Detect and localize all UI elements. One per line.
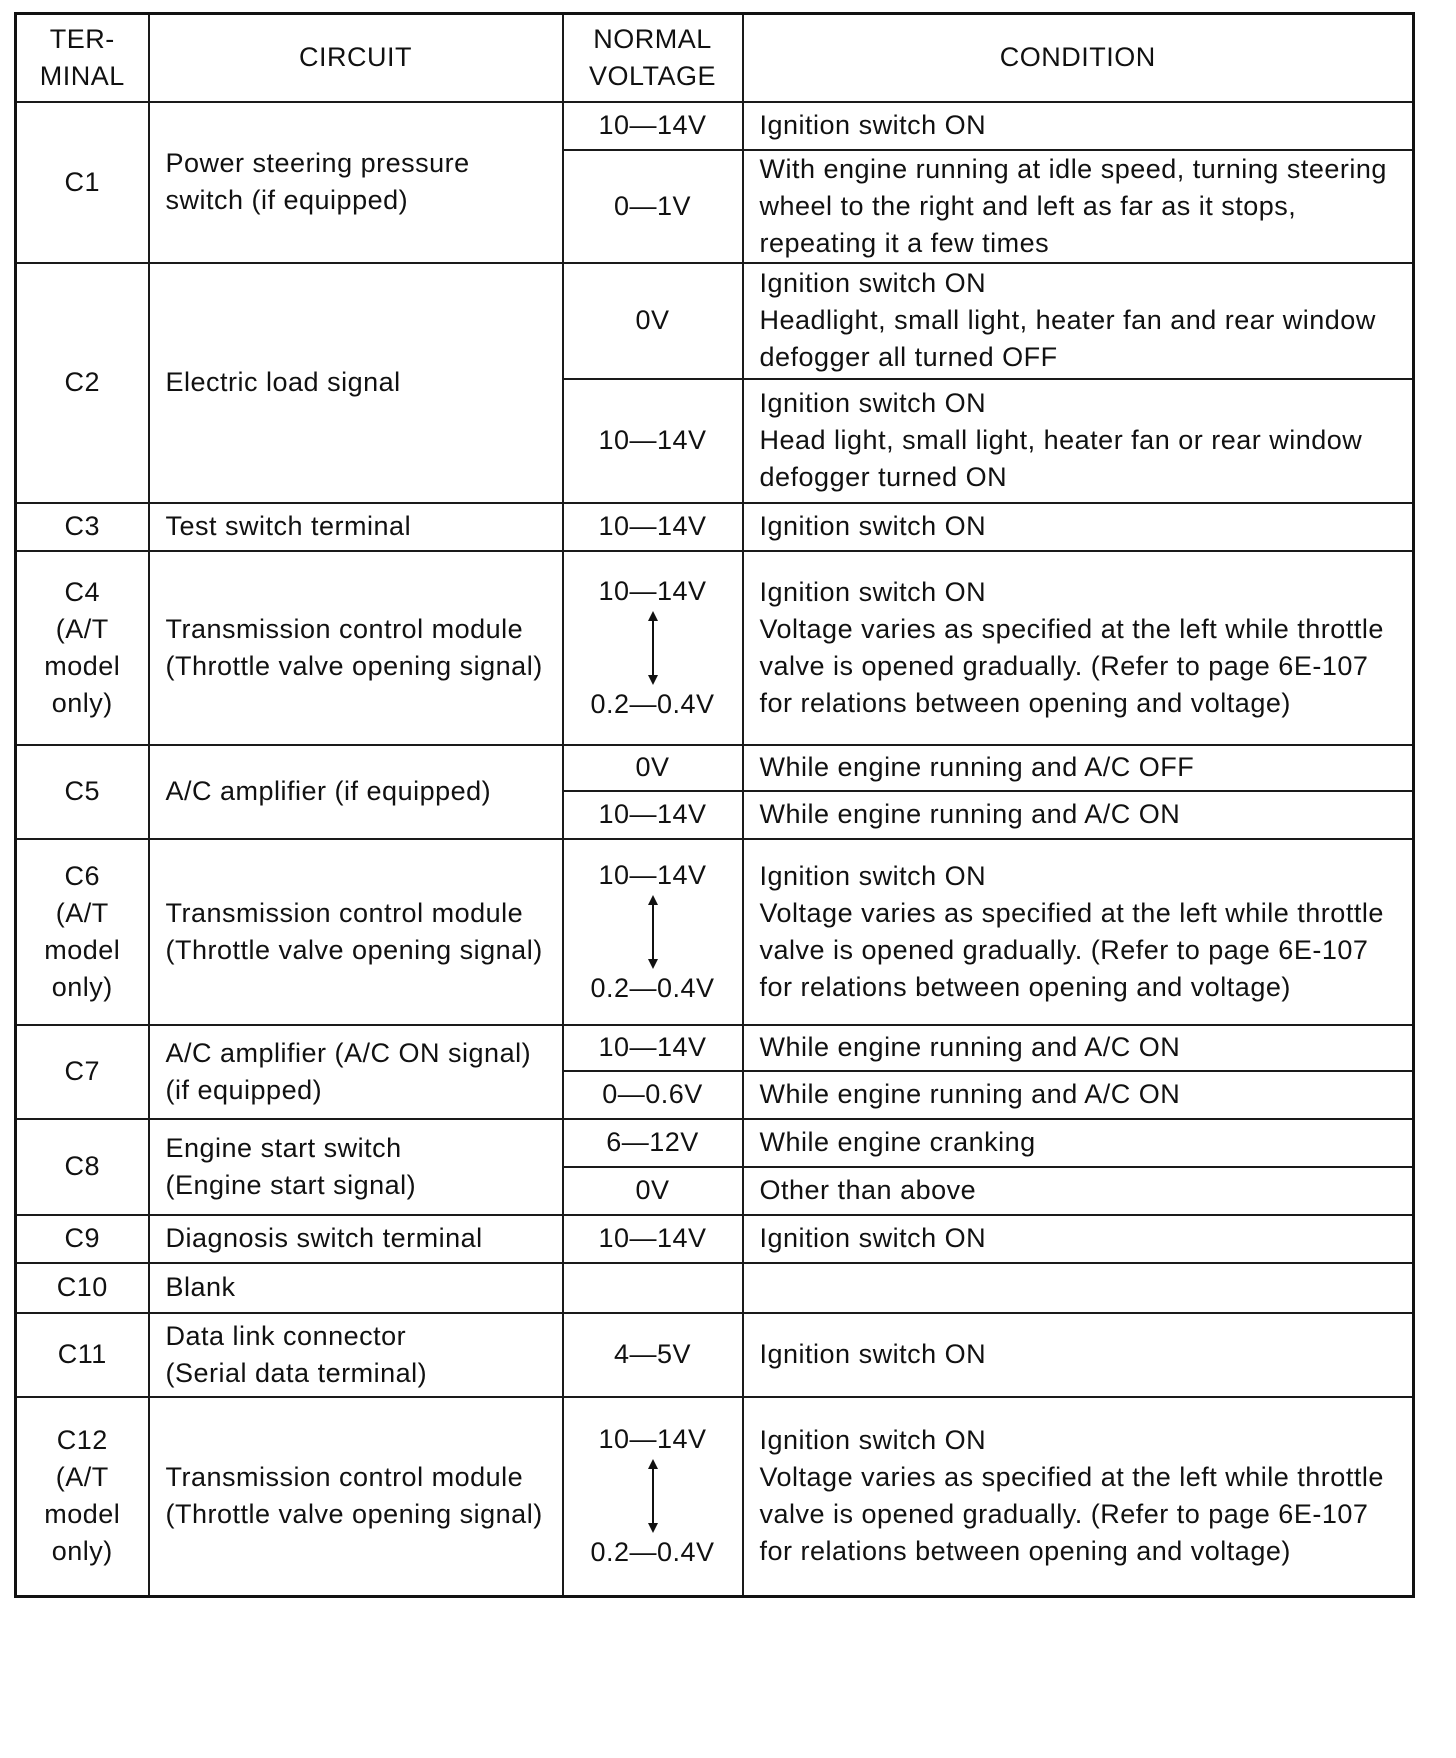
table-row bbox=[16, 1215, 1414, 1263]
voltage-min: 0.2—0.4V bbox=[590, 1537, 715, 1568]
table-row bbox=[16, 745, 1414, 791]
voltage-range-cell bbox=[563, 839, 743, 1025]
circuit-cell: Test switch terminal bbox=[149, 503, 563, 551]
condition-cell: Other than above bbox=[743, 1167, 1414, 1215]
table-row bbox=[16, 503, 1414, 551]
condition-header: CONDITION bbox=[743, 14, 1414, 102]
circuit-cell: Transmission control module (Throttle valve opening signal) bbox=[149, 551, 563, 745]
voltage-cell bbox=[563, 1263, 743, 1313]
terminal-cell: C9 bbox=[16, 1215, 149, 1263]
voltage-cell: 10—14V bbox=[563, 102, 743, 150]
circuit-cell: Blank bbox=[149, 1263, 563, 1313]
voltage-cell: 10—14V bbox=[563, 1025, 743, 1071]
voltage-min: 0.2—0.4V bbox=[590, 972, 715, 1003]
terminal-cell: C11 bbox=[16, 1313, 149, 1397]
double-arrow-icon bbox=[646, 1458, 660, 1534]
voltage-cell: 0—1V bbox=[563, 150, 743, 263]
voltage-max: 10—14V bbox=[598, 575, 707, 606]
condition-cell: While engine running and A/C ON bbox=[743, 791, 1414, 839]
terminal-cell: C3 bbox=[16, 503, 149, 551]
voltage-cell: 10—14V bbox=[563, 379, 743, 503]
double-arrow-icon bbox=[646, 610, 660, 686]
condition-cell bbox=[743, 1263, 1414, 1313]
terminal-cell: C7 bbox=[16, 1025, 149, 1119]
voltage-cell: 10—14V bbox=[563, 503, 743, 551]
table-row bbox=[16, 1025, 1414, 1071]
voltage-cell: 10—14V bbox=[563, 791, 743, 839]
terminal-voltage-table bbox=[14, 12, 1415, 1598]
circuit-cell: Power steering pressure switch (if equipped) bbox=[149, 102, 563, 263]
voltage-cell: 0V bbox=[563, 1167, 743, 1215]
condition-cell: While engine running and A/C OFF bbox=[743, 745, 1414, 791]
table-row bbox=[16, 1313, 1414, 1397]
terminal-cell: C6 (A/T model only) bbox=[16, 839, 149, 1025]
terminal-cell: C2 bbox=[16, 263, 149, 503]
voltage-cell: 6—12V bbox=[563, 1119, 743, 1167]
voltage-cell: 0V bbox=[563, 263, 743, 379]
circuit-cell: Data link connector (Serial data terminal) bbox=[149, 1313, 563, 1397]
double-arrow-icon bbox=[646, 894, 660, 970]
voltage-header: NORMAL VOLTAGE bbox=[563, 14, 743, 102]
table-row bbox=[16, 102, 1414, 150]
terminal-cell: C8 bbox=[16, 1119, 149, 1215]
voltage-cell: 0V bbox=[563, 745, 743, 791]
voltage-cell: 0—0.6V bbox=[563, 1071, 743, 1119]
header-row bbox=[16, 14, 1414, 102]
circuit-cell: Engine start switch (Engine start signal) bbox=[149, 1119, 563, 1215]
terminal-cell: C4 (A/T model only) bbox=[16, 551, 149, 745]
circuit-cell: Transmission control module (Throttle valve opening signal) bbox=[149, 839, 563, 1025]
circuit-cell: A/C amplifier (if equipped) bbox=[149, 745, 563, 839]
terminal-cell: C5 bbox=[16, 745, 149, 839]
voltage-cell: 10—14V bbox=[563, 1215, 743, 1263]
condition-cell: While engine running and A/C ON bbox=[743, 1025, 1414, 1071]
table-row bbox=[16, 839, 1414, 1025]
voltage-max: 10—14V bbox=[598, 859, 707, 890]
condition-cell: Ignition switch ON Head light, small light, heater fan or rear window defogger turned ON bbox=[743, 379, 1414, 503]
condition-cell: Ignition switch ON bbox=[743, 503, 1414, 551]
condition-cell: With engine running at idle speed, turning steering wheel to the right and left as far as it stops, repeating it a few times bbox=[743, 150, 1414, 263]
voltage-min: 0.2—0.4V bbox=[590, 688, 715, 719]
terminal-cell: C10 bbox=[16, 1263, 149, 1313]
circuit-cell: Electric load signal bbox=[149, 263, 563, 503]
condition-cell: Ignition switch ON Headlight, small light, heater fan and rear window defogger all turned OFF bbox=[743, 263, 1414, 379]
circuit-header: CIRCUIT bbox=[149, 14, 563, 102]
terminal-cell: C12 (A/T model only) bbox=[16, 1397, 149, 1597]
voltage-cell: 4—5V bbox=[563, 1313, 743, 1397]
terminal-cell: C1 bbox=[16, 102, 149, 263]
voltage-max: 10—14V bbox=[598, 1424, 707, 1455]
condition-cell: Ignition switch ON bbox=[743, 1313, 1414, 1397]
condition-cell: Ignition switch ON bbox=[743, 1215, 1414, 1263]
table-row bbox=[16, 1263, 1414, 1313]
condition-cell: Ignition switch ON Voltage varies as specified at the left while throttle valve is opened gradually. (Refer to page 6E-107 for relations between opening and voltage) bbox=[743, 551, 1414, 745]
condition-cell: Ignition switch ON bbox=[743, 102, 1414, 150]
circuit-cell: Diagnosis switch terminal bbox=[149, 1215, 563, 1263]
condition-cell: Ignition switch ON Voltage varies as specified at the left while throttle valve is opened gradually. (Refer to page 6E-107 for relations between opening and voltage) bbox=[743, 1397, 1414, 1597]
voltage-range-cell bbox=[563, 551, 743, 745]
table-row bbox=[16, 1397, 1414, 1597]
table-row bbox=[16, 1119, 1414, 1167]
condition-cell: While engine cranking bbox=[743, 1119, 1414, 1167]
table-row bbox=[16, 551, 1414, 745]
circuit-cell: A/C amplifier (A/C ON signal) (if equipped) bbox=[149, 1025, 563, 1119]
condition-cell: While engine running and A/C ON bbox=[743, 1071, 1414, 1119]
circuit-cell: Transmission control module (Throttle valve opening signal) bbox=[149, 1397, 563, 1597]
table-row bbox=[16, 263, 1414, 379]
condition-cell: Ignition switch ON Voltage varies as specified at the left while throttle valve is opened gradually. (Refer to page 6E-107 for relations between opening and voltage) bbox=[743, 839, 1414, 1025]
voltage-range-cell bbox=[563, 1397, 743, 1597]
terminal-header: TER- MINAL bbox=[16, 14, 149, 102]
